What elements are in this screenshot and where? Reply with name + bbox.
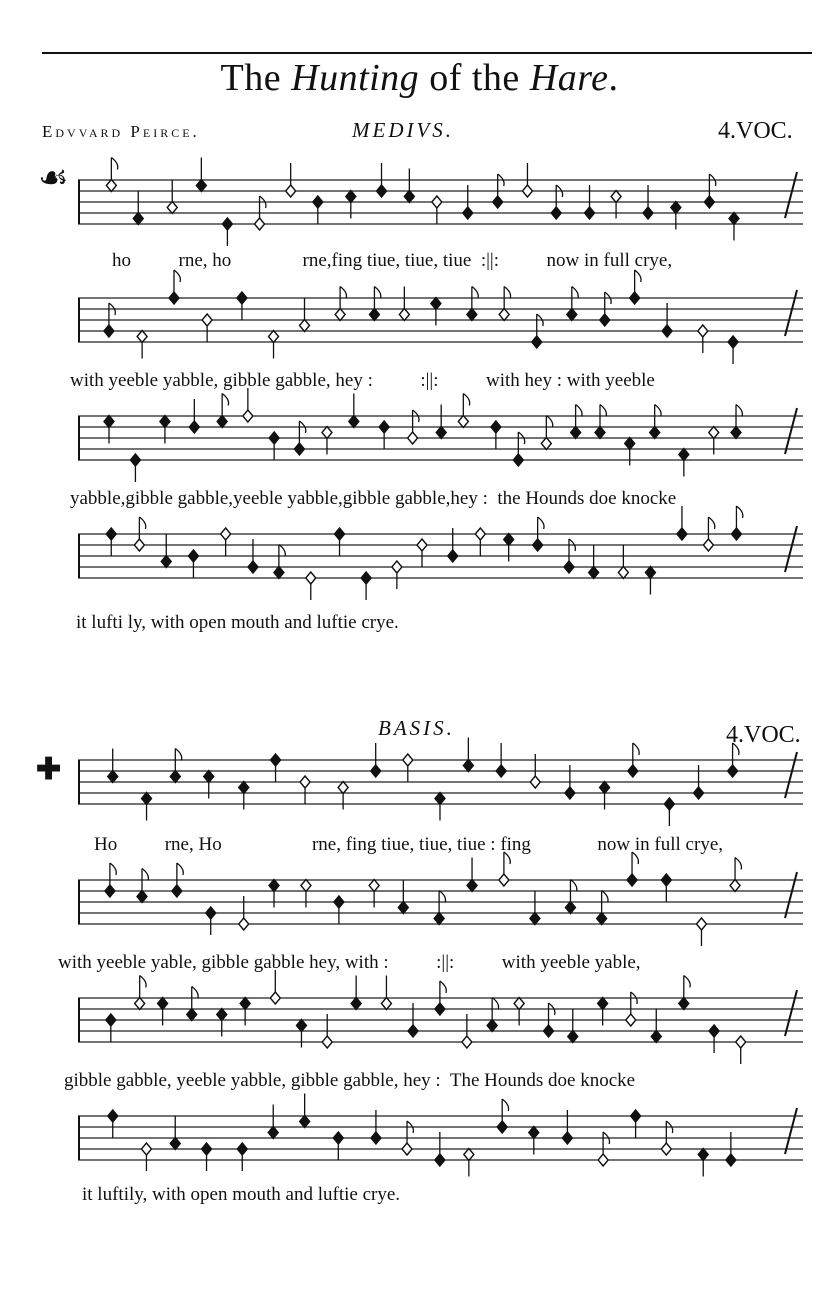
note-head: [565, 787, 575, 799]
lyric-line-medius-2: with yeeble yabble, gibble gabble, hey : :||: with hey : with yeeble: [70, 370, 655, 391]
note-head: [135, 998, 145, 1010]
note-head: [361, 572, 371, 584]
note-flag: [504, 287, 510, 299]
note-flag: [340, 287, 346, 299]
note-head: [514, 998, 524, 1010]
lyric-line-basis-4: it luftily, with open mouth and luftie crye.: [82, 1184, 401, 1205]
note-head: [371, 1132, 381, 1144]
note-head: [268, 1127, 278, 1139]
note-head: [529, 1127, 539, 1139]
note-head: [160, 416, 170, 428]
note-head: [189, 421, 199, 433]
custos-mark: [785, 290, 797, 336]
page-title: The Hunting of the Hare.: [220, 57, 619, 99]
note-head: [736, 1036, 746, 1048]
note-head: [142, 793, 152, 805]
note-head: [369, 880, 379, 892]
note-head: [491, 421, 501, 433]
note-head: [626, 1014, 636, 1026]
note-head: [237, 1143, 247, 1155]
note-head: [188, 550, 198, 562]
note-head: [322, 427, 332, 439]
note-head: [435, 1154, 445, 1166]
note-head: [217, 416, 227, 428]
note-flag: [463, 394, 469, 406]
note-head: [158, 998, 168, 1010]
note-head: [571, 427, 581, 439]
note-head: [431, 298, 441, 310]
note-head: [698, 1149, 708, 1161]
note-flag: [439, 891, 445, 903]
note-flag: [546, 416, 552, 428]
note-head: [106, 528, 116, 540]
note-flag: [733, 743, 739, 755]
note-head: [369, 309, 379, 321]
note-head: [294, 443, 304, 455]
composer-name: Edvvard Peirce.: [42, 122, 200, 141]
note-head: [497, 1121, 507, 1133]
note-flag: [140, 976, 146, 988]
note-head: [696, 918, 706, 930]
note-head: [643, 207, 653, 219]
note-head: [611, 191, 621, 203]
note-head: [627, 874, 637, 886]
note-head: [351, 998, 361, 1010]
note-head: [532, 336, 542, 348]
note-flag: [572, 287, 578, 299]
note-head: [296, 1020, 306, 1032]
note-head: [248, 561, 258, 573]
note-head: [169, 292, 179, 304]
staff-medius-1: [78, 160, 808, 250]
note-head: [493, 196, 503, 208]
custos-mark: [785, 172, 797, 218]
note-flag: [502, 1099, 508, 1111]
note-head: [651, 1031, 661, 1043]
note-head: [377, 185, 387, 197]
note-head: [432, 196, 442, 208]
note-head: [448, 550, 458, 562]
note-head: [167, 202, 177, 214]
note-head: [467, 880, 477, 892]
note-head: [170, 771, 180, 783]
note-head: [513, 454, 523, 466]
note-head: [239, 782, 249, 794]
note-head: [661, 1143, 671, 1155]
note-head: [108, 771, 118, 783]
note-head: [300, 320, 310, 332]
note-flag: [139, 517, 145, 529]
note-flag: [684, 976, 690, 988]
staff-medius-3: [78, 396, 808, 476]
note-head: [206, 907, 216, 919]
note-head: [335, 309, 345, 321]
note-head: [306, 572, 316, 584]
note-head: [269, 331, 279, 343]
note-head: [221, 528, 231, 540]
note-head: [130, 454, 140, 466]
note-head: [349, 416, 359, 428]
lyric-line-medius-3: yabble,gibble gabble,yeeble yabble,gibble gabble,hey : the Hounds doe knocke: [70, 488, 677, 509]
note-head: [187, 1009, 197, 1021]
note-head: [269, 880, 279, 892]
note-head: [564, 561, 574, 573]
note-flag: [492, 998, 498, 1010]
note-head: [598, 998, 608, 1010]
note-head: [709, 1025, 719, 1037]
note-head: [530, 776, 540, 788]
note-head: [106, 180, 116, 192]
note-head: [568, 1031, 578, 1043]
note-head: [301, 880, 311, 892]
note-head: [628, 765, 638, 777]
note-flag: [576, 405, 582, 417]
note-head: [270, 992, 280, 1004]
note-head: [618, 567, 628, 579]
note-head: [726, 1154, 736, 1166]
note-head: [392, 561, 402, 573]
note-head: [600, 782, 610, 794]
note-flag: [222, 394, 228, 406]
note-head: [300, 776, 310, 788]
note-flag: [142, 869, 148, 881]
note-head: [567, 309, 577, 321]
note-flag: [538, 517, 544, 529]
note-head: [467, 309, 477, 321]
lyric-line-medius-4: it lufti ly, with open mouth and luftie crye.: [76, 612, 399, 633]
note-head: [108, 1110, 118, 1122]
note-head: [346, 191, 356, 203]
note-head: [679, 449, 689, 461]
lyric-line-basis-1: Ho rne, Ho rne, fing tiue, tiue, tiue : fing now in full crye,: [94, 834, 724, 855]
custos-mark: [785, 990, 797, 1036]
staff-medius-2: [78, 278, 808, 358]
note-head: [403, 754, 413, 766]
note-head: [333, 1132, 343, 1144]
note-head: [533, 539, 543, 551]
note-head: [222, 218, 232, 230]
note-head: [709, 427, 719, 439]
note-head: [499, 874, 509, 886]
note-head: [202, 1143, 212, 1155]
note-head: [172, 885, 182, 897]
note-head: [462, 1036, 472, 1048]
note-head: [551, 207, 561, 219]
note-flag: [175, 749, 181, 761]
note-head: [522, 185, 532, 197]
note-head: [338, 782, 348, 794]
note-head: [404, 191, 414, 203]
note-head: [104, 416, 114, 428]
custos-mark: [785, 408, 797, 454]
staff-basis-2: [78, 860, 808, 950]
note-head: [237, 292, 247, 304]
note-head: [731, 427, 741, 439]
note-head: [334, 896, 344, 908]
staff-basis-1: [78, 740, 808, 830]
custos-mark: [785, 526, 797, 572]
note-head: [504, 534, 514, 546]
note-head: [730, 880, 740, 892]
note-head: [417, 539, 427, 551]
note-head: [703, 539, 713, 551]
note-head: [464, 1149, 474, 1161]
note-head: [595, 427, 605, 439]
top-rule: [42, 52, 812, 54]
note-head: [137, 331, 147, 343]
note-head: [106, 1014, 116, 1026]
lyric-line-medius-1: ho rne, ho rne,fing tiue, tiue, tiue :||: now in full crye,: [112, 250, 673, 271]
note-head: [105, 885, 115, 897]
note-head: [496, 765, 506, 777]
note-head: [408, 1025, 418, 1037]
note-head: [371, 765, 381, 777]
note-flag: [736, 506, 742, 518]
note-head: [585, 207, 595, 219]
voice-label-medius: MEDIVS.: [352, 118, 455, 142]
voice-label-basis: BASIS.: [378, 716, 455, 740]
note-head: [597, 913, 607, 925]
note-head: [530, 913, 540, 925]
note-head: [196, 180, 206, 192]
note-head: [240, 998, 250, 1010]
note-head: [650, 427, 660, 439]
note-flag: [633, 743, 639, 755]
note-head: [398, 902, 408, 914]
note-flag: [735, 858, 741, 870]
note-head: [565, 902, 575, 914]
note-head: [600, 314, 610, 326]
note-flag: [736, 405, 742, 417]
note-flag: [472, 287, 478, 299]
note-head: [463, 760, 473, 772]
note-head: [255, 218, 265, 230]
note-head: [104, 325, 114, 337]
lyric-line-basis-2: with yeeble yable, gibble gabble hey, with : :||: with yeeble yable,: [58, 952, 641, 973]
note-flag: [374, 287, 380, 299]
note-head: [271, 754, 281, 766]
note-head: [661, 874, 671, 886]
staff-medius-4: [78, 514, 808, 604]
note-head: [137, 891, 147, 903]
note-head: [313, 196, 323, 208]
note-head: [141, 1143, 151, 1155]
note-head: [399, 309, 409, 321]
note-head: [239, 918, 249, 930]
ornament-clef-icon: ☙: [38, 160, 69, 197]
note-head: [698, 325, 708, 337]
note-head: [475, 528, 485, 540]
note-head: [436, 427, 446, 439]
note-head: [544, 1025, 554, 1037]
note-flag: [110, 863, 116, 875]
note-head: [731, 528, 741, 540]
note-head: [322, 1036, 332, 1048]
note-flag: [708, 517, 714, 529]
note-head: [286, 185, 296, 197]
note-head: [589, 567, 599, 579]
note-head: [133, 213, 143, 225]
note-head: [204, 771, 214, 783]
custos-mark: [785, 872, 797, 918]
note-head: [677, 528, 687, 540]
note-head: [625, 438, 635, 450]
note-flag: [600, 405, 606, 417]
note-head: [694, 787, 704, 799]
note-head: [402, 1143, 412, 1155]
note-flag: [111, 158, 117, 170]
note-flag: [602, 891, 608, 903]
note-flag: [440, 981, 446, 993]
note-flag: [655, 405, 661, 417]
note-flag: [192, 987, 198, 999]
note-head: [679, 998, 689, 1010]
note-head: [134, 539, 144, 551]
note-head: [728, 336, 738, 348]
note-flag: [177, 863, 183, 875]
note-head: [631, 1110, 641, 1122]
cross-mark-icon: ✚: [36, 753, 62, 786]
note-head: [598, 1154, 608, 1166]
note-head: [671, 202, 681, 214]
note-flag: [279, 545, 285, 557]
custos-mark: [785, 752, 797, 798]
note-head: [458, 416, 468, 428]
custos-mark: [785, 1108, 797, 1154]
note-head: [243, 410, 253, 422]
note-head: [541, 438, 551, 450]
note-head: [300, 1116, 310, 1128]
staff-basis-3: [78, 978, 808, 1068]
note-head: [463, 207, 473, 219]
note-head: [335, 528, 345, 540]
note-head: [435, 1003, 445, 1015]
note-head: [435, 793, 445, 805]
note-head: [662, 325, 672, 337]
note-head: [161, 556, 171, 568]
lyric-line-basis-3: gibble gabble, yeeble yabble, gibble gabble, hey : The Hounds doe knocke: [64, 1070, 636, 1091]
voice-count-basis: 4.VOC.: [726, 722, 801, 748]
note-head: [217, 1009, 227, 1021]
staff-basis-4: [78, 1096, 808, 1186]
note-head: [202, 314, 212, 326]
note-head: [269, 432, 279, 444]
note-head: [630, 292, 640, 304]
note-head: [379, 421, 389, 433]
note-head: [274, 567, 284, 579]
note-head: [729, 213, 739, 225]
note-head: [408, 432, 418, 444]
note-head: [704, 196, 714, 208]
note-flag: [570, 880, 576, 892]
note-head: [562, 1132, 572, 1144]
note-head: [434, 913, 444, 925]
note-head: [381, 998, 391, 1010]
note-head: [664, 798, 674, 810]
note-head: [728, 765, 738, 777]
voice-count-medius: 4.VOC.: [718, 118, 793, 144]
note-head: [487, 1020, 497, 1032]
note-head: [499, 309, 509, 321]
note-head: [170, 1138, 180, 1150]
note-head: [645, 567, 655, 579]
